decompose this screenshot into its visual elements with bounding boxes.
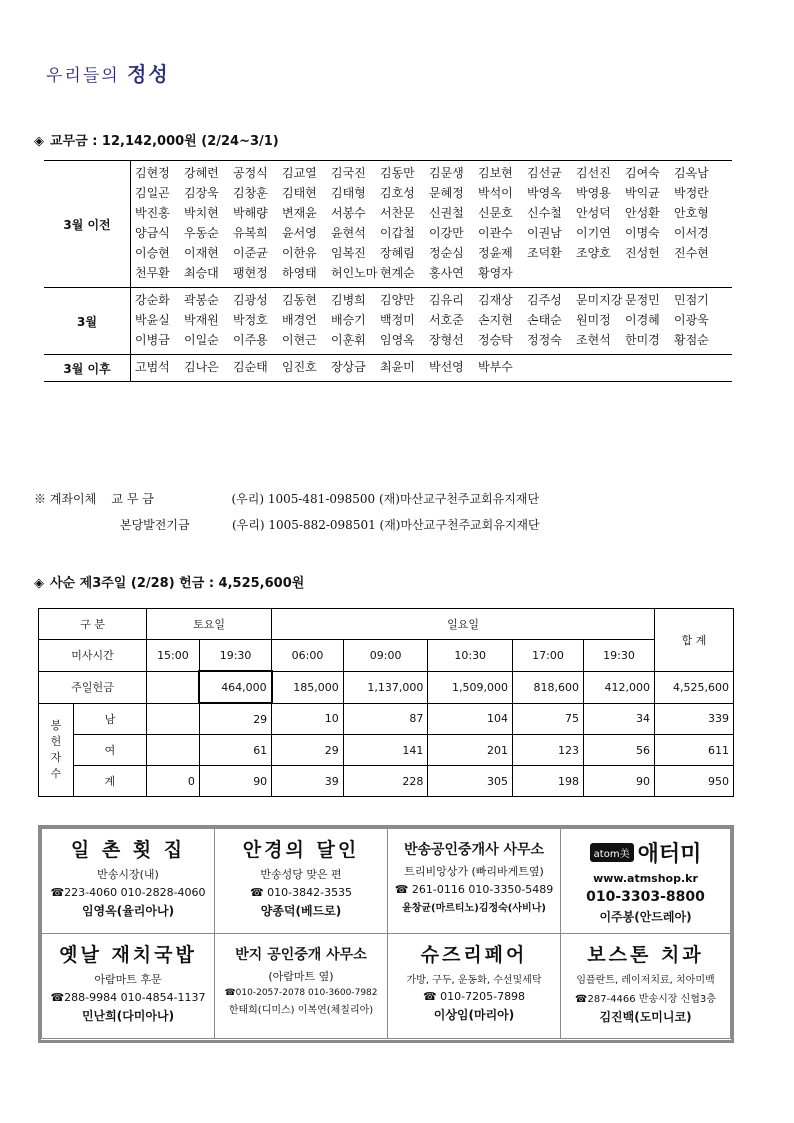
donor-name: 박부수 bbox=[478, 360, 513, 374]
donor-name: 이강만 bbox=[429, 226, 464, 240]
ad-name: 윤창균(마르티노)김정숙(사비나) bbox=[402, 903, 546, 914]
transfer-name: 본당발전기금 bbox=[120, 518, 190, 532]
transfer-line bbox=[34, 512, 540, 538]
header-total: 합 계 bbox=[655, 609, 734, 672]
donor-name: 배승기 bbox=[331, 313, 366, 327]
donor-name: 이준균 bbox=[233, 246, 268, 260]
donor-name: 박영옥 bbox=[527, 186, 562, 200]
donor-name: 이갑철 bbox=[380, 226, 415, 240]
donor-name: 황영자 bbox=[478, 266, 513, 280]
dues-names bbox=[131, 161, 733, 288]
ad-line: 가방, 구두, 운동화, 수선및세탁 bbox=[406, 975, 542, 986]
donor-name: 이명숙 bbox=[625, 226, 660, 240]
donor-name: 서봉수 bbox=[331, 206, 366, 220]
ad-line: (아람마트 옆) bbox=[268, 970, 334, 983]
donor-row-label: 남 bbox=[74, 703, 147, 735]
donor-name: 팽현정 bbox=[233, 266, 268, 280]
donor-name: 박석이 bbox=[478, 186, 513, 200]
ad-name: 김진백(도미니코) bbox=[599, 1010, 692, 1024]
atomy-logo: atom美 bbox=[590, 843, 634, 862]
donor-name: 이한유 bbox=[282, 246, 317, 260]
donor-name: 김동만 bbox=[380, 166, 415, 180]
donor-name: 허인노마 bbox=[331, 266, 378, 280]
donor-name: 박진홍 bbox=[135, 206, 170, 220]
transfer-name: 교 무 금 bbox=[111, 492, 154, 506]
transfer-line bbox=[34, 486, 540, 512]
donor-name: 박해량 bbox=[233, 206, 268, 220]
offering-amount: 464,000 bbox=[199, 671, 271, 703]
donor-name: 김현정 bbox=[135, 166, 170, 180]
donor-name: 이훈휘 bbox=[331, 333, 366, 347]
donor-name: 박정란 bbox=[674, 186, 709, 200]
donor-name: 이주용 bbox=[233, 333, 268, 347]
donor-name: 김순태 bbox=[233, 360, 268, 374]
donor-label: 봉 헌 자 수 bbox=[39, 703, 74, 797]
ad-box bbox=[214, 828, 388, 934]
offering-amount: 412,000 bbox=[583, 671, 654, 703]
dues-row bbox=[44, 161, 732, 288]
offering-amount bbox=[146, 671, 199, 703]
donor-name: 정승탁 bbox=[478, 333, 513, 347]
ad-title: 옛날 재치국밥 bbox=[59, 944, 197, 966]
donor-row-label: 여 bbox=[74, 735, 147, 766]
mass-time: 17:00 bbox=[513, 640, 584, 672]
donor-name: 박윤실 bbox=[135, 313, 170, 327]
ad-box bbox=[560, 828, 731, 934]
mass-time: 10:30 bbox=[428, 640, 513, 672]
dues-row-label: 3월 이전 bbox=[44, 161, 131, 288]
mass-time: 19:30 bbox=[583, 640, 654, 672]
donor-name: 김주성 bbox=[527, 293, 562, 307]
donor-name: 박정호 bbox=[233, 313, 268, 327]
donor-name: 손태순 bbox=[527, 313, 562, 327]
ad-name: 양종덕(베드로) bbox=[260, 904, 342, 918]
donor-name: 김여숙 bbox=[625, 166, 660, 180]
mass-time-label: 미사시간 bbox=[39, 640, 147, 672]
donor-name: 안성환 bbox=[625, 206, 660, 220]
ad-box bbox=[41, 828, 215, 934]
donor-name: 이경혜 bbox=[625, 313, 660, 327]
donor-name: 박선영 bbox=[429, 360, 464, 374]
dues-row bbox=[44, 288, 732, 355]
ad-title: 반송공인중개사 사무소 bbox=[403, 842, 545, 858]
ad-name: 한태희(디미스) 이복연(체칠리아) bbox=[228, 1005, 374, 1016]
donor-count: 29 bbox=[272, 735, 344, 766]
donor-name: 윤서영 bbox=[282, 226, 317, 240]
donor-count: 0 bbox=[146, 766, 199, 797]
donor-count: 611 bbox=[655, 735, 734, 766]
donor-name: 문정민 bbox=[625, 293, 660, 307]
ads-panel bbox=[38, 825, 734, 1043]
donor-name: 황점순 bbox=[674, 333, 709, 347]
donor-name: 정순심 bbox=[429, 246, 464, 260]
diamond-icon: ◈ bbox=[34, 134, 44, 149]
donor-name: 김광성 bbox=[233, 293, 268, 307]
dues-row-label: 3월 이후 bbox=[44, 355, 131, 382]
ad-title: 안경의 달인 bbox=[242, 839, 360, 861]
donor-name: 김태형 bbox=[331, 186, 366, 200]
donor-name: 하영태 bbox=[282, 266, 317, 280]
donor-name: 김교열 bbox=[282, 166, 317, 180]
donor-name: 우동순 bbox=[184, 226, 219, 240]
donor-count: 228 bbox=[343, 766, 428, 797]
donor-name: 박치현 bbox=[184, 206, 219, 220]
donor-name: 손지현 bbox=[478, 313, 513, 327]
header-gubun: 구 분 bbox=[39, 609, 147, 640]
donor-count: 104 bbox=[428, 703, 513, 735]
mass-time: 09:00 bbox=[343, 640, 428, 672]
donor-name: 장형선 bbox=[429, 333, 464, 347]
donor-count: 90 bbox=[583, 766, 654, 797]
donor-name: 임진호 bbox=[282, 360, 317, 374]
donor-name: 양금식 bbox=[135, 226, 170, 240]
donor-name: 김동현 bbox=[282, 293, 317, 307]
donor-name: 문혜정 bbox=[429, 186, 464, 200]
donor-name: 김태현 bbox=[282, 186, 317, 200]
transfer-account: (우리) 1005-481-098500 (재)마산교구천주교회유지재단 bbox=[231, 492, 540, 506]
donor-name: 이권남 bbox=[527, 226, 562, 240]
ad-line: 아람마트 후문 bbox=[94, 973, 162, 986]
ad-line: 반송시장(내) bbox=[97, 868, 159, 881]
ad-box bbox=[387, 933, 561, 1039]
donor-name: 박익균 bbox=[625, 186, 660, 200]
donor-name: 김국진 bbox=[331, 166, 366, 180]
donor-name: 현계순 bbox=[380, 266, 415, 280]
mass-time: 15:00 bbox=[146, 640, 199, 672]
donor-name: 신문호 bbox=[478, 206, 513, 220]
donor-name: 김선진 bbox=[576, 166, 611, 180]
donor-name: 신수철 bbox=[527, 206, 562, 220]
ad-title: 슈즈리페어 bbox=[420, 944, 528, 966]
donor-count: 10 bbox=[272, 703, 344, 735]
donor-name: 고범석 bbox=[135, 360, 170, 374]
ad-title: 보스톤 치과 bbox=[587, 944, 704, 966]
donor-name: 공정식 bbox=[233, 166, 268, 180]
donor-name: 정윤제 bbox=[478, 246, 513, 260]
ad-box bbox=[560, 933, 731, 1039]
donor-name: 곽봉순 bbox=[184, 293, 219, 307]
ad-name: 임영옥(율리아나) bbox=[81, 904, 175, 918]
ad-line: www.atmshop.kr bbox=[593, 872, 698, 885]
transfer-mark: ※ 계좌이체 bbox=[34, 492, 97, 506]
donor-name: 김옥남 bbox=[674, 166, 709, 180]
donor-name: 장상금 bbox=[331, 360, 366, 374]
dues-names bbox=[131, 288, 733, 355]
donor-name: 조양호 bbox=[576, 246, 611, 260]
ad-title: 반지 공인중개 사무소 bbox=[235, 947, 367, 963]
diamond-icon: ◈ bbox=[34, 576, 44, 591]
donor-count: 198 bbox=[513, 766, 584, 797]
donor-name: 이광욱 bbox=[674, 313, 709, 327]
donor-count: 29 bbox=[199, 703, 271, 735]
offering-heading-text: 사순 제3주일 (2/28) 헌금 : 4,525,600원 bbox=[50, 576, 305, 591]
donor-name: 안성덕 bbox=[576, 206, 611, 220]
donor-name: 안호형 bbox=[674, 206, 709, 220]
ad-name: 이주봉(안드레아) bbox=[599, 910, 692, 924]
transfer-account: (우리) 1005-882-098501 (재)마산교구천주교회유지재단 bbox=[232, 518, 540, 532]
offering-heading bbox=[34, 572, 304, 591]
donor-name: 민점기 bbox=[674, 293, 709, 307]
donor-name: 장혜림 bbox=[380, 246, 415, 260]
ad-phone: ☎288-9984 010-4854-1137 bbox=[50, 991, 206, 1004]
donor-count: 90 bbox=[199, 766, 271, 797]
donor-name: 이재현 bbox=[184, 246, 219, 260]
donor-count: 305 bbox=[428, 766, 513, 797]
ad-line: 트리비앙상가 (빠리바게트옆) bbox=[404, 865, 544, 878]
donor-name: 신권철 bbox=[429, 206, 464, 220]
donor-name: 진수현 bbox=[674, 246, 709, 260]
dues-heading bbox=[34, 130, 279, 149]
donor-name: 유복희 bbox=[233, 226, 268, 240]
donor-count: 61 bbox=[199, 735, 271, 766]
donor-name: 강순화 bbox=[135, 293, 170, 307]
donor-count: 339 bbox=[655, 703, 734, 735]
donor-count: 56 bbox=[583, 735, 654, 766]
ad-phone: ☎010-2057-2078 010-3600-7982 bbox=[224, 988, 378, 998]
ad-box bbox=[214, 933, 388, 1039]
donor-count bbox=[146, 735, 199, 766]
offering-amount: 818,600 bbox=[513, 671, 584, 703]
offering-amount: 185,000 bbox=[272, 671, 344, 703]
donor-name: 김창훈 bbox=[233, 186, 268, 200]
donor-name: 김병희 bbox=[331, 293, 366, 307]
donor-row-label: 계 bbox=[74, 766, 147, 797]
offering-amount: 4,525,600 bbox=[655, 671, 734, 703]
donor-name: 변재윤 bbox=[282, 206, 317, 220]
donor-name: 이병금 bbox=[135, 333, 170, 347]
ad-line: 임플란트, 레이저치료, 치아미백 bbox=[576, 975, 715, 986]
offering-table bbox=[38, 608, 734, 797]
donor-name: 원미정 bbox=[576, 313, 611, 327]
donor-name: 김장욱 bbox=[184, 186, 219, 200]
ad-phone: 010-3303-8800 bbox=[586, 889, 705, 905]
donor-name: 강혜련 bbox=[184, 166, 219, 180]
ad-name: 민난희(다미아나) bbox=[81, 1009, 175, 1023]
donor-name: 정정숙 bbox=[527, 333, 562, 347]
donor-name: 최승대 bbox=[184, 266, 219, 280]
donor-name: 김문생 bbox=[429, 166, 464, 180]
dues-names bbox=[131, 355, 733, 382]
donor-name: 이현근 bbox=[282, 333, 317, 347]
donor-name: 박영용 bbox=[576, 186, 611, 200]
donor-name: 김선균 bbox=[527, 166, 562, 180]
ad-phone: ☎ 261-0116 010-3350-5489 bbox=[394, 883, 554, 896]
mass-time: 19:30 bbox=[199, 640, 271, 672]
ad-box bbox=[387, 828, 561, 934]
donor-name: 조현석 bbox=[576, 333, 611, 347]
donor-name: 배경언 bbox=[282, 313, 317, 327]
donor-name: 홍사연 bbox=[429, 266, 464, 280]
page-title bbox=[46, 58, 170, 87]
dues-heading-text: 교무금 : 12,142,000원 (2/24~3/1) bbox=[50, 134, 279, 149]
mass-time: 06:00 bbox=[272, 640, 344, 672]
donor-name: 서찬문 bbox=[380, 206, 415, 220]
donor-name: 이관수 bbox=[478, 226, 513, 240]
donor-name: 김보현 bbox=[478, 166, 513, 180]
donor-name: 문미지강 bbox=[576, 293, 623, 307]
donor-count: 141 bbox=[343, 735, 428, 766]
amount-label: 주일헌금 bbox=[39, 671, 147, 703]
ad-line: 반송성당 맞은 편 bbox=[260, 868, 342, 881]
donor-count bbox=[146, 703, 199, 735]
donor-name: 최윤미 bbox=[380, 360, 415, 374]
donor-name: 김재상 bbox=[478, 293, 513, 307]
header-saturday: 토요일 bbox=[146, 609, 271, 640]
donor-name: 이승현 bbox=[135, 246, 170, 260]
donor-name: 진성헌 bbox=[625, 246, 660, 260]
ad-phone: ☎ 010-7205-7898 bbox=[422, 990, 526, 1003]
page-title-prefix: 우리들의 bbox=[46, 66, 128, 86]
ad-phone: ☎287-4466 반송시장 신협3층 bbox=[575, 994, 716, 1005]
ad-title: 일 촌 횟 집 bbox=[70, 839, 186, 861]
donor-name: 이서경 bbox=[674, 226, 709, 240]
ad-phone: ☎ 010-3842-3535 bbox=[249, 886, 353, 899]
donor-name: 임영옥 bbox=[380, 333, 415, 347]
donor-name: 백정미 bbox=[380, 313, 415, 327]
donor-name: 박재원 bbox=[184, 313, 219, 327]
donor-name: 서호준 bbox=[429, 313, 464, 327]
donor-name: 천무환 bbox=[135, 266, 170, 280]
ad-title: 애터미 bbox=[637, 842, 702, 867]
ad-box bbox=[41, 933, 215, 1039]
dues-row bbox=[44, 355, 732, 382]
donor-count: 34 bbox=[583, 703, 654, 735]
donor-count: 123 bbox=[513, 735, 584, 766]
donor-count: 201 bbox=[428, 735, 513, 766]
donor-name: 한미경 bbox=[625, 333, 660, 347]
donor-name: 이기연 bbox=[576, 226, 611, 240]
header-sunday: 일요일 bbox=[272, 609, 655, 640]
donor-count: 87 bbox=[343, 703, 428, 735]
offering-amount: 1,137,000 bbox=[343, 671, 428, 703]
donor-count: 75 bbox=[513, 703, 584, 735]
donor-name: 김일곤 bbox=[135, 186, 170, 200]
dues-row-label: 3월 bbox=[44, 288, 131, 355]
donor-name: 김양만 bbox=[380, 293, 415, 307]
ad-name: 이상임(마리아) bbox=[433, 1008, 515, 1022]
donor-name: 이일순 bbox=[184, 333, 219, 347]
donor-name: 임복진 bbox=[331, 246, 366, 260]
transfer-note bbox=[34, 486, 540, 538]
ad-phone: ☎223-4060 010-2828-4060 bbox=[50, 886, 206, 899]
donor-name: 윤현석 bbox=[331, 226, 366, 240]
donor-name: 김나은 bbox=[184, 360, 219, 374]
donor-name: 김호성 bbox=[380, 186, 415, 200]
donor-name: 조덕환 bbox=[527, 246, 562, 260]
donor-count: 950 bbox=[655, 766, 734, 797]
donor-count: 39 bbox=[272, 766, 344, 797]
donor-name: 김유리 bbox=[429, 293, 464, 307]
dues-table bbox=[44, 160, 732, 382]
page-title-emph: 정성 bbox=[127, 62, 170, 86]
offering-amount: 1,509,000 bbox=[428, 671, 513, 703]
